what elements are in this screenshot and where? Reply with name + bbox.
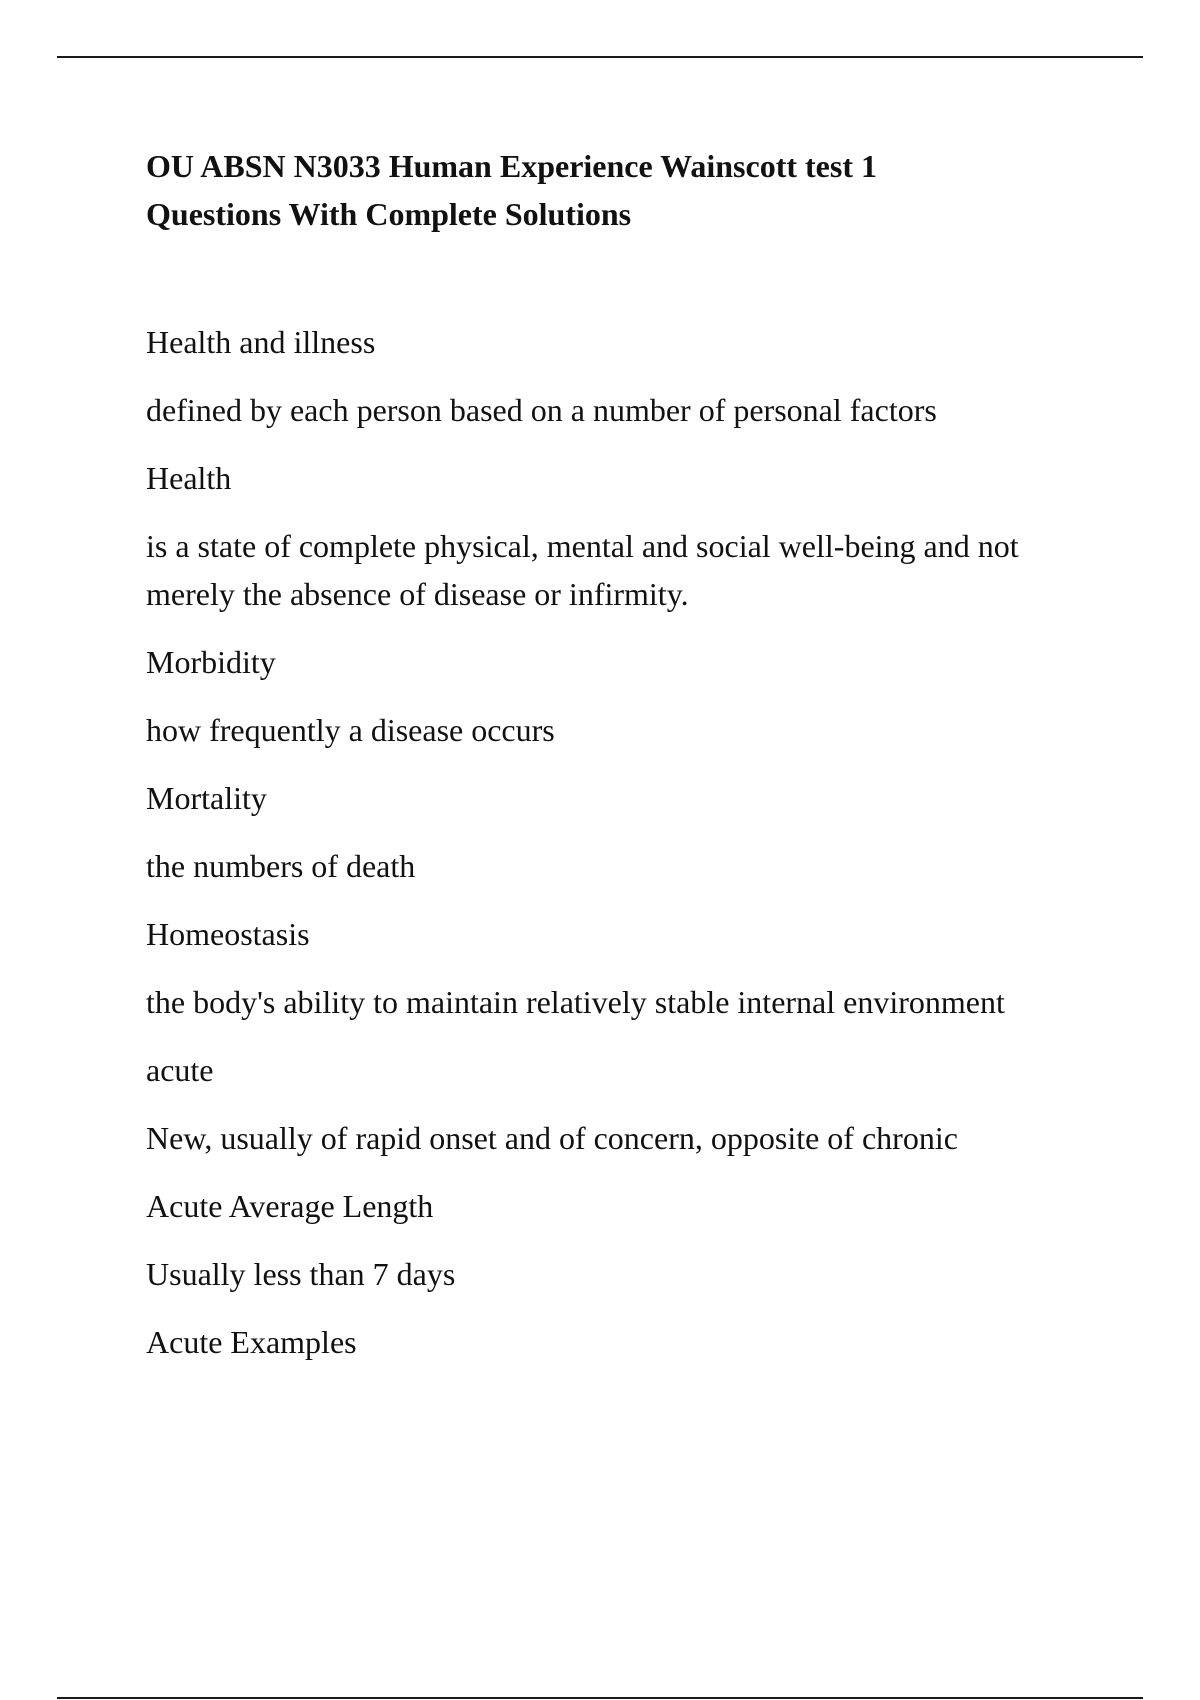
term-homeostasis: Homeostasis <box>146 916 310 952</box>
answer-acute-average-length: Usually less than 7 days <box>146 1256 456 1292</box>
term-health: Health <box>146 460 232 496</box>
term-acute-average-length: Acute Average Length <box>146 1188 434 1224</box>
top-divider <box>57 56 1143 58</box>
document-body <box>146 142 1106 1386</box>
answer-morbidity: how frequently a disease occurs <box>146 712 555 748</box>
qa-list <box>146 318 1106 1366</box>
document-title <box>146 142 1106 238</box>
answer-health: is a state of complete physical, mental and social well-being and not merely the absence of disease or infirmity. <box>146 528 1019 612</box>
answer-mortality: the numbers of death <box>146 848 416 884</box>
term-mortality: Mortality <box>146 780 267 816</box>
term-acute-examples: Acute Examples <box>146 1324 357 1360</box>
bottom-divider <box>57 1697 1143 1699</box>
answer-homeostasis: the body's ability to maintain relatively stable internal environment <box>146 984 1005 1020</box>
answer-acute: New, usually of rapid onset and of concern, opposite of chronic <box>146 1120 958 1156</box>
answer-health-and-illness: defined by each person based on a number of personal factors <box>146 392 937 428</box>
document-title-line-1: OU ABSN N3033 Human Experience Wainscott test 1 <box>146 148 877 184</box>
term-acute: acute <box>146 1052 214 1088</box>
term-morbidity: Morbidity <box>146 644 276 680</box>
term-health-and-illness: Health and illness <box>146 324 376 360</box>
document-title-line-2: Questions With Complete Solutions <box>146 196 632 232</box>
